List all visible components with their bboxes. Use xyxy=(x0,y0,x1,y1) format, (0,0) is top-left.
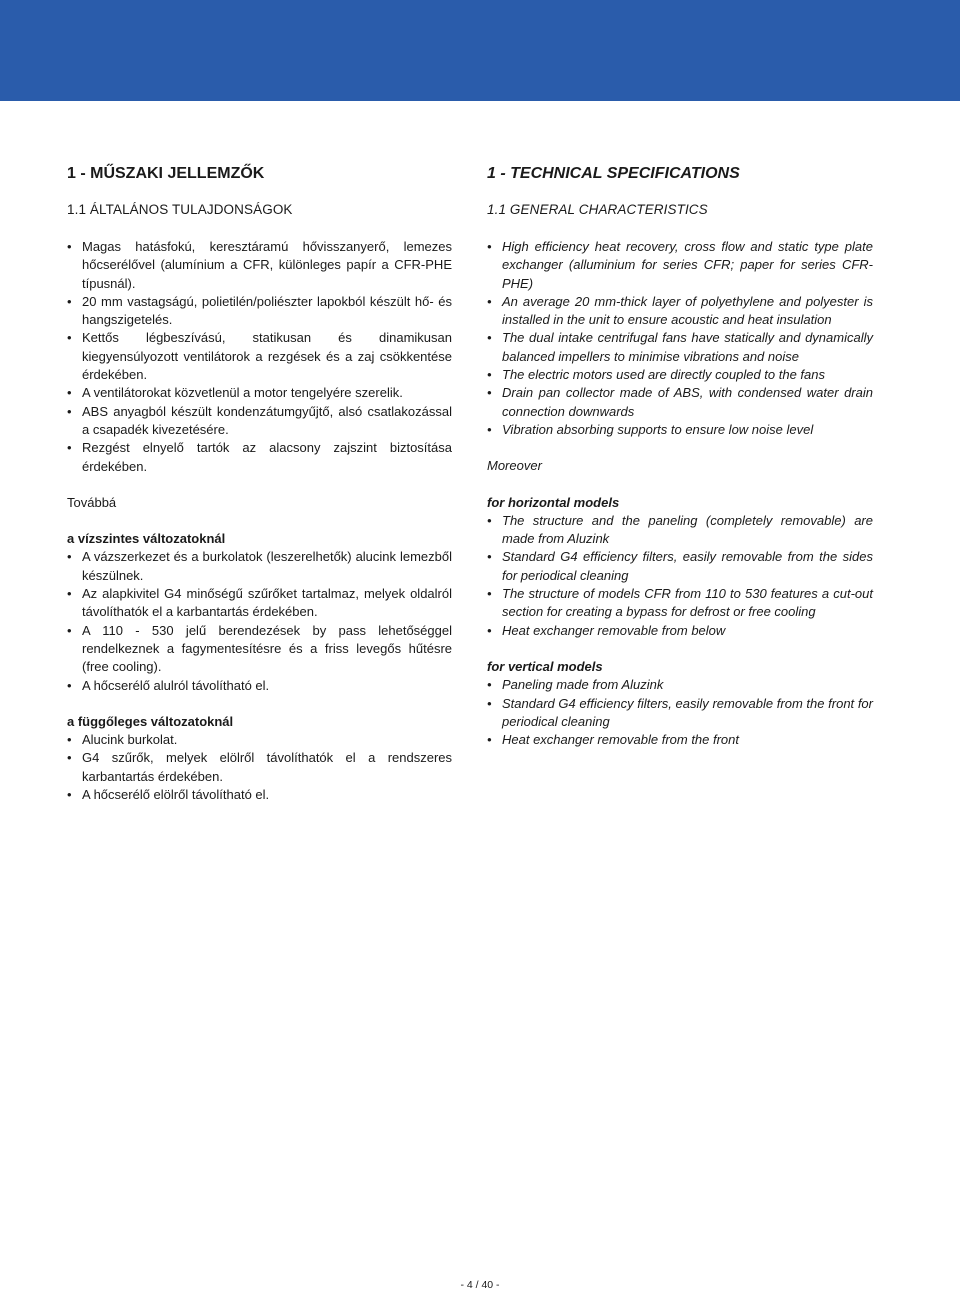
list-item xyxy=(487,622,873,640)
list-item-text: An average 20 mm-thick layer of polyethylene and polyester is installed in the unit to ensure acoustic and heat insulation xyxy=(502,293,873,328)
list-item xyxy=(67,731,452,749)
list-item-text: The dual intake centrifugal fans have statically and dynamically balanced impellers to minimise vibrations and noise xyxy=(502,330,873,364)
list-item-text: Standard G4 efficiency filters, easily removable from the sides for periodical cleaning xyxy=(502,549,873,583)
list-item xyxy=(487,366,873,384)
list-item-text: Kettős légbeszívású, statikusan és dinamikusan kiegyensúlyozott ventilátorok a rezgések és a zaj csökkentése érdekében. xyxy=(82,330,452,383)
bullet-icon: • xyxy=(67,330,72,346)
list-item xyxy=(67,548,452,585)
bullet-icon: • xyxy=(487,385,492,401)
list-item xyxy=(67,439,452,476)
list-item-text: A hőcserélő alulról távolítható el. xyxy=(82,677,270,693)
general-features-list xyxy=(67,238,452,476)
horizontal-features-list xyxy=(67,548,452,694)
section-title: 1 - MŰSZAKI JELLEMZŐK xyxy=(67,165,265,182)
column-hungarian xyxy=(67,163,452,804)
moreover-label: Továbbá xyxy=(67,494,117,510)
general-features-list xyxy=(487,238,873,439)
bullet-icon: • xyxy=(67,549,72,565)
bullet-icon: • xyxy=(67,750,72,766)
bullet-icon: • xyxy=(67,622,72,638)
section-title: 1 - TECHNICAL SPECIFICATIONS xyxy=(487,165,740,182)
list-item xyxy=(67,384,452,402)
list-item xyxy=(487,384,873,421)
column-english xyxy=(487,163,873,749)
header-banner xyxy=(0,0,960,101)
bullet-icon: • xyxy=(67,586,72,602)
list-item-text: G4 szűrők, melyek elölről távolíthatók el a rendszeres karbantartás érdekében. xyxy=(82,750,452,784)
list-item-text: Vibration absorbing supports to ensure low noise level xyxy=(502,421,814,437)
list-item xyxy=(67,786,452,804)
bullet-icon: • xyxy=(487,586,492,602)
list-item-text: 20 mm vastagságú, polietilén/poliészter lapokból készült hő- és hangszigetelés. xyxy=(82,293,452,328)
list-item xyxy=(487,548,873,585)
bullet-icon: • xyxy=(487,421,492,437)
list-item xyxy=(487,676,873,694)
page-number: - 4 / 40 - xyxy=(460,1279,500,1291)
bullet-icon: • xyxy=(487,239,492,254)
bullet-icon: • xyxy=(67,403,72,419)
bullet-icon: • xyxy=(67,677,72,693)
horizontal-models-heading: for horizontal models xyxy=(487,494,620,510)
list-item xyxy=(67,677,452,695)
list-item xyxy=(67,238,452,293)
list-item-text: Paneling made from Aluzink xyxy=(502,677,664,693)
bullet-icon: • xyxy=(67,239,72,254)
bullet-icon: • xyxy=(487,367,492,383)
bullet-icon: • xyxy=(487,512,492,528)
list-item-text: Rezgést elnyelő tartók az alacsony zajszint biztosítása érdekében. xyxy=(82,440,452,474)
bullet-icon: • xyxy=(487,622,492,638)
list-item xyxy=(67,585,452,622)
list-item xyxy=(487,329,873,366)
vertical-features-list xyxy=(487,676,873,749)
list-item xyxy=(487,512,873,549)
list-item xyxy=(487,293,873,330)
list-item xyxy=(67,293,452,330)
list-item-text: Heat exchanger removable from the front xyxy=(502,732,740,748)
bullet-icon: • xyxy=(487,549,492,565)
list-item-text: Magas hatásfokú, keresztáramú hővisszanyerő, lemezes hőcserélővel (alumínium a CFR, különleges papír a CFR-PHE típusnál). xyxy=(82,239,452,291)
list-item-text: ABS anyagból készült kondenzátumgyűjtő, alsó csatlakozással a csapadék kivezetésére. xyxy=(82,403,452,437)
bullet-icon: • xyxy=(67,293,72,309)
list-item xyxy=(67,403,452,440)
horizontal-models-heading: a vízszintes változatoknál xyxy=(67,531,226,547)
list-item-text: The electric motors used are directly coupled to the fans xyxy=(502,367,825,383)
list-item-text: The structure of models CFR from 110 to 530 features a cut-out section for creating a bypass for defrost or free cooling xyxy=(502,586,873,620)
vertical-models-heading: a függőleges változatoknál xyxy=(67,713,234,729)
list-item xyxy=(487,695,873,732)
moreover-label: Moreover xyxy=(487,458,542,474)
horizontal-features-list xyxy=(487,512,873,640)
list-item-text: The structure and the paneling (completely removable) are made from Aluzink xyxy=(502,512,873,547)
list-item-text: Az alapkivitel G4 minőségű szűrőket tartalmaz, melyek oldalról távolíthatók el a karbantartás érdekében. xyxy=(82,586,452,620)
list-item xyxy=(67,749,452,786)
bullet-icon: • xyxy=(487,677,492,693)
list-item-text: Drain pan collector made of ABS, with condensed water drain connection downwards xyxy=(502,385,873,419)
list-item xyxy=(487,421,873,439)
bullet-icon: • xyxy=(67,787,72,803)
bullet-icon: • xyxy=(487,732,492,748)
list-item-text: High efficiency heat recovery, cross flow and static type plate exchanger (alluminium for series CFR; paper for series CFR-PHE) xyxy=(502,239,873,291)
list-item xyxy=(487,238,873,293)
list-item-text: Standard G4 efficiency filters, easily removable from the front for periodical cleaning xyxy=(502,695,873,729)
list-item-text: A hőcserélő elölről távolítható el. xyxy=(82,787,270,803)
bullet-icon: • xyxy=(487,330,492,346)
bullet-icon: • xyxy=(67,732,72,748)
list-item xyxy=(67,329,452,384)
vertical-models-heading: for vertical models xyxy=(487,658,603,674)
list-item-text: A vázszerkezet és a burkolatok (leszerelhetők) alucink lemezből készülnek. xyxy=(82,549,452,583)
list-item xyxy=(487,585,873,622)
bullet-icon: • xyxy=(67,385,72,401)
list-item-text: A 110 - 530 jelű berendezések by pass lehetőséggel rendelkeznek a fagymentesítésre és a friss levegős hűtésre (free cooling). xyxy=(82,622,452,675)
vertical-features-list xyxy=(67,731,452,804)
list-item-text: Heat exchanger removable from below xyxy=(502,622,726,638)
list-item xyxy=(67,622,452,677)
list-item-text: A ventilátorokat közvetlenül a motor tengelyére szerelik. xyxy=(82,385,403,401)
list-item xyxy=(487,731,873,749)
section-subtitle: 1.1 ÁLTALÁNOS TULAJDONSÁGOK xyxy=(67,202,293,217)
bullet-icon: • xyxy=(487,293,492,309)
list-item-text: Alucink burkolat. xyxy=(82,732,178,748)
section-subtitle: 1.1 GENERAL CHARACTERISTICS xyxy=(487,202,708,217)
bullet-icon: • xyxy=(487,695,492,711)
bullet-icon: • xyxy=(67,440,72,456)
